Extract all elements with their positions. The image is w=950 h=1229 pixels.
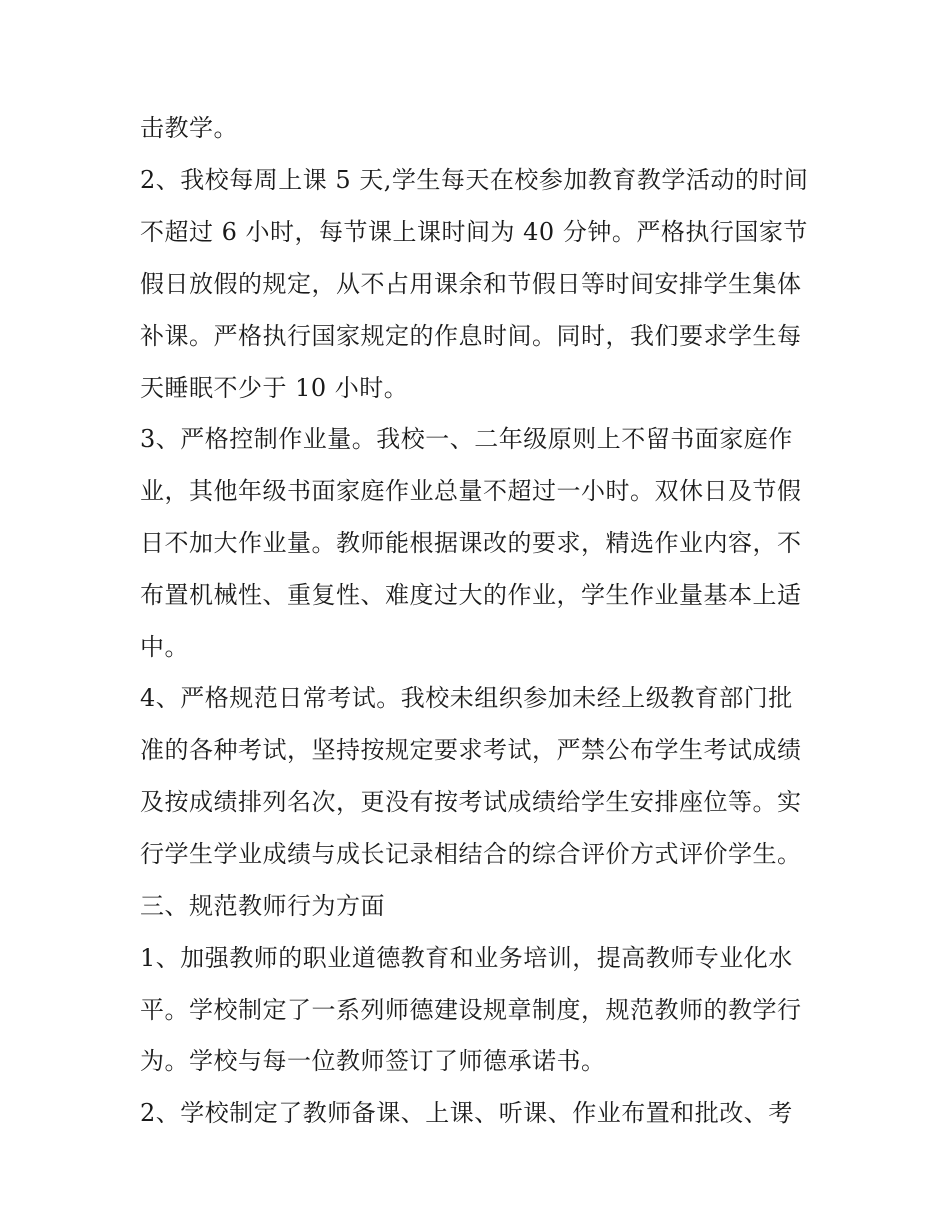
text-line: 业，其他年级书面家庭作业总量不超过一小时。双休日及节假 <box>140 477 802 505</box>
text-line: 击教学。 <box>140 114 238 142</box>
text-line: 不超过 6 小时，每节课上课时间为 40 分钟。严格执行国家节 <box>140 218 808 246</box>
text-line: 行学生学业成绩与成长记录相结合的综合评价方式评价学生。 <box>140 840 802 868</box>
text-line: 1、加强教师的职业道德教育和业务培训，提高教师专业化水 <box>140 944 793 972</box>
text-line: 准的各种考试，坚持按规定要求考试，严禁公布学生考试成绩 <box>140 736 802 764</box>
text-line: 日不加大作业量。教师能根据课改的要求，精选作业内容，不 <box>140 529 802 557</box>
section-heading: 三、规范教师行为方面 <box>140 892 385 920</box>
text-line: 中。 <box>140 633 189 661</box>
text-line: 天睡眠不少于 10 小时。 <box>140 374 409 402</box>
text-line: 2、我校每周上课 5 天,学生每天在校参加教育教学活动的时间 <box>140 166 809 194</box>
text-line: 2、学校制定了教师备课、上课、听课、作业布置和批改、考 <box>140 1099 793 1127</box>
text-line: 及按成绩排列名次，更没有按考试成绩给学生安排座位等。实 <box>140 788 802 816</box>
text-line: 3、严格控制作业量。我校一、二年级原则上不留书面家庭作 <box>140 425 793 453</box>
text-line: 为。学校与每一位教师签订了师德承诺书。 <box>140 1047 606 1075</box>
text-line: 4、严格规范日常考试。我校未组织参加未经上级教育部门批 <box>140 684 793 712</box>
text-line: 平。学校制定了一系列师德建设规章制度，规范教师的教学行 <box>140 996 802 1024</box>
text-line: 布置机械性、重复性、难度过大的作业，学生作业量基本上适 <box>140 581 802 609</box>
text-line: 补课。严格执行国家规定的作息时间。同时，我们要求学生每 <box>140 322 802 350</box>
text-line: 假日放假的规定，从不占用课余和节假日等时间安排学生集体 <box>140 270 802 298</box>
